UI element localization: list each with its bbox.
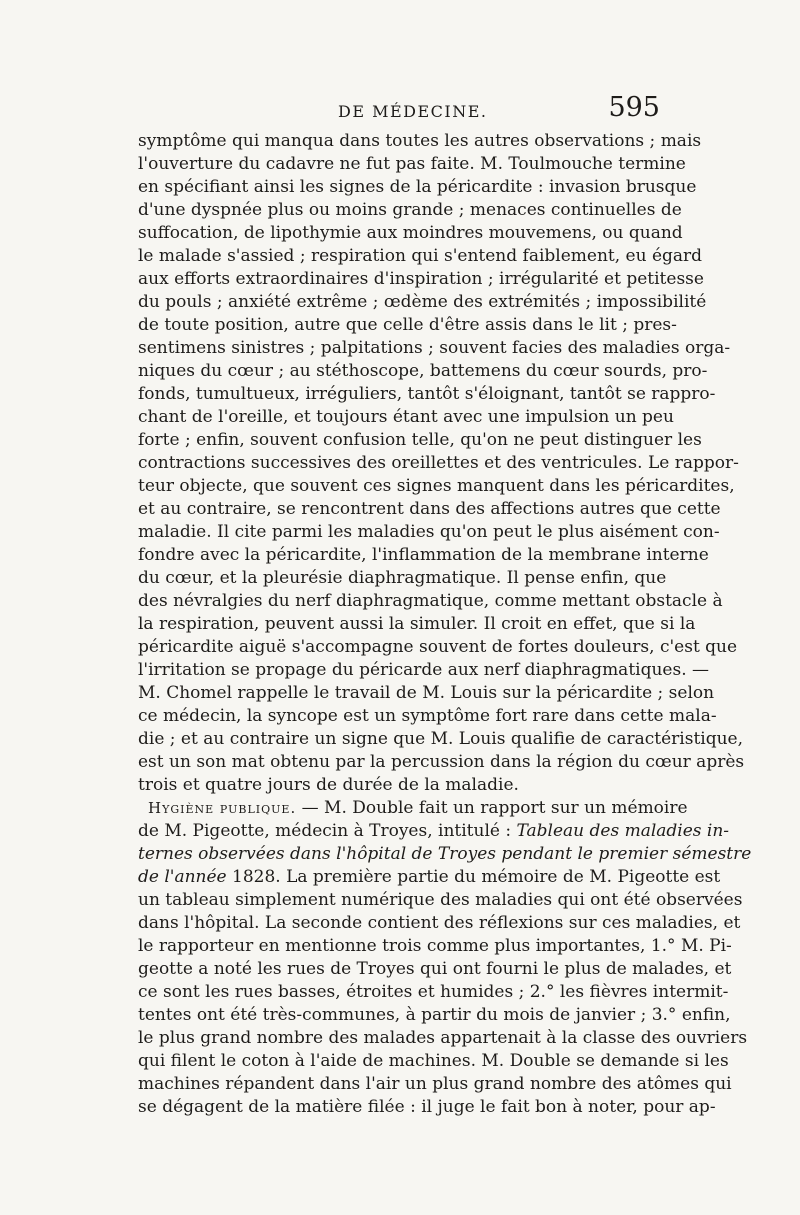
text-fragment: de M. Pigeotte, médecin à Troyes, intitulé : (138, 821, 517, 841)
text-line: l'ouverture du cadavre ne fut pas faite. M. Toulmouche termine (138, 154, 686, 174)
page-header (138, 92, 660, 128)
text-line: ce médecin, la syncope est un symptôme fort rare dans cette mala- (138, 706, 717, 726)
text-line: die ; et au contraire un signe que M. Louis qualifie de caractéristique, (138, 729, 744, 749)
text-line: de toute position, autre que celle d'être assis dans le lit ; pres- (138, 315, 677, 335)
text-line: maladie. Il cite parmi les maladies qu'on peut le plus aisément con- (138, 522, 720, 542)
text-line: péricardite aiguë s'accompagne souvent de fortes douleurs, c'est que (138, 637, 738, 657)
text-line: contractions successives des oreillettes et des ventricules. Le rappor- (138, 453, 739, 473)
text-fragment: — M. Double fait un rapport sur un mémoire (296, 798, 688, 818)
text-line: du cœur, et la pleurésie diaphragmatique. Il pense enfin, que (138, 568, 667, 588)
text-line: et au contraire, se rencontrent dans des affections autres que cette (138, 499, 721, 519)
text-line: suffocation, de lipothymie aux moindres mouvemens, ou quand (138, 223, 683, 243)
italic-title: ternes observées dans l'hôpital de Troyes pendant le premier sémestre (138, 844, 752, 864)
text-line: fondre avec la péricardite, l'inflammation de la membrane interne (138, 545, 709, 565)
page-number: 595 (608, 92, 660, 123)
text-line: un tableau simplement numérique des maladies qui ont été observées (138, 890, 743, 910)
text-line: se dégagent de la matière filée : il juge le fait bon à noter, pour ap- (138, 1097, 716, 1117)
text-line: M. Chomel rappelle le travail de M. Louis sur la péricardite ; selon (138, 683, 715, 703)
text-line: machines répandent dans l'air un plus grand nombre des atômes qui (138, 1074, 732, 1094)
text-line: le rapporteur en mentionne trois comme plus importantes, 1.° M. Pi- (138, 936, 732, 956)
text-line (138, 843, 752, 866)
text-line: trois et quatre jours de durée de la maladie. (138, 775, 519, 795)
text-line: chant de l'oreille, et toujours étant avec une impulsion un peu (138, 407, 674, 427)
text-fragment: 1828. La première partie du mémoire de M. Pigeotte est (226, 867, 721, 887)
text-line: l'irritation se propage du péricarde aux nerf diaphragmatiques. — (138, 660, 710, 680)
section-heading: Hygiène publique. (148, 799, 297, 817)
text-line: niques du cœur ; au stéthoscope, battemens du cœur sourds, pro- (138, 361, 708, 381)
body-text (138, 130, 752, 1119)
text-line: geotte a noté les rues de Troyes qui ont fourni le plus de malades, et (138, 959, 732, 979)
text-line: dans l'hôpital. La seconde contient des réflexions sur ces maladies, et (138, 913, 741, 933)
text-line: fonds, tumultueux, irréguliers, tantôt s'éloignant, tantôt se rappro- (138, 384, 716, 404)
text-line: est un son mat obtenu par la percussion dans la région du cœur après (138, 752, 745, 772)
text-line: du pouls ; anxiété extrême ; œdème des extrémités ; impossibilité (138, 292, 707, 312)
section-first-line (138, 797, 688, 820)
text-line: la respiration, peuvent aussi la simuler. Il croit en effet, que si la (138, 614, 696, 634)
text-line: le malade s'assied ; respiration qui s'entend faiblement, eu égard (138, 246, 703, 266)
text-line: sentimens sinistres ; palpitations ; souvent facies des maladies orga- (138, 338, 731, 358)
text-line: symptôme qui manqua dans toutes les autres observations ; mais (138, 131, 702, 151)
text-line: teur objecte, que souvent ces signes manquent dans les péricardites, (138, 476, 735, 496)
text-line: des névralgies du nerf diaphragmatique, comme mettant obstacle à (138, 591, 723, 611)
italic-title: de l'année (138, 867, 227, 887)
text-line: ce sont les rues basses, étroites et humides ; 2.° les fièvres intermit- (138, 982, 729, 1002)
text-line: qui filent le coton à l'aide de machines. M. Double se demande si les (138, 1051, 729, 1071)
text-line: en spécifiant ainsi les signes de la péricardite : invasion brusque (138, 177, 697, 197)
text-line (138, 866, 721, 889)
text-line (138, 820, 730, 843)
text-line: forte ; enfin, souvent confusion telle, qu'on ne peut distinguer les (138, 430, 702, 450)
running-head: DE MÉDECINE. (338, 102, 488, 121)
italic-title: Tableau des maladies in- (516, 821, 730, 841)
text-line: d'une dyspnée plus ou moins grande ; menaces continuelles de (138, 200, 682, 220)
text-line: tentes ont été très-communes, à partir du mois de janvier ; 3.° enfin, (138, 1005, 731, 1025)
text-line: aux efforts extraordinaires d'inspiration ; irrégularité et petitesse (138, 269, 704, 289)
text-line: le plus grand nombre des malades appartenait à la classe des ouvriers (138, 1028, 748, 1048)
